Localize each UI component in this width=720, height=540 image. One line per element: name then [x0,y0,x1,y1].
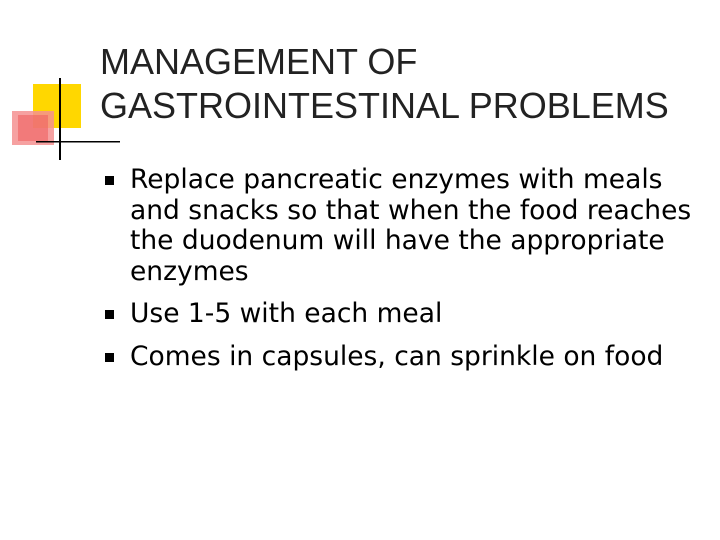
square-bullet-icon [105,310,114,319]
square-bullet-icon [105,176,114,185]
title-line-2: GASTROINTESTINAL PROBLEMS [100,85,669,126]
bullet-text: Comes in capsules, can sprinkle on food [130,340,664,372]
slide-title [100,40,700,128]
bullet-item [100,165,710,287]
bullet-item [100,342,710,373]
square-bullet-icon [105,353,114,362]
title-line-1: MANAGEMENT OF [100,41,418,82]
bullet-list [100,165,710,384]
bullet-text: Replace pancreatic enzymes with meals and snacks so that when the food reaches the duodenum will have the appropriate enzymes [130,164,692,287]
bullet-text: Use 1-5 with each meal [130,298,443,329]
bullet-item [100,299,710,330]
